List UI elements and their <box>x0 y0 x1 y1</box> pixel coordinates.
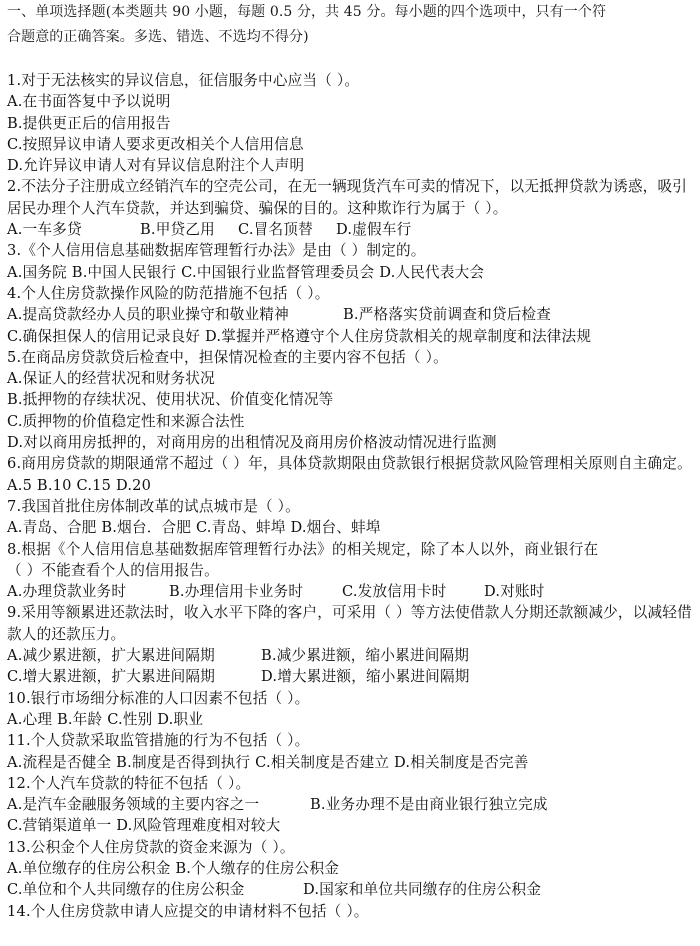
q12-options-ab <box>7 794 697 815</box>
q2-option-c: C.冒名顶替 <box>238 221 313 239</box>
q5-stem: 5.在商品房贷款贷后检查中，担保情况检查的主要内容不包括（ ）。 <box>7 348 448 366</box>
q10-options: A.心理 B.年龄 C.性别 D.职业 <box>7 710 204 728</box>
q8-stem-line-1: 8.根据《个人信用信息基础数据库管理暂行办法》的相关规定，除了本人以外，商业银行在 <box>7 540 599 558</box>
q5-option-b: B.抵押物的存续状况、使用状况、价值变化情况等 <box>7 391 334 409</box>
q13-options-ab: A.单位缴存的住房公积金 B.个人缴存的住房公积金 <box>7 859 340 877</box>
q5-option-d: D.对以商用房抵押的，对商用房的出租情况及商用房价格波动情况进行监测 <box>7 434 497 452</box>
q3-options: A.国务院 B.中国人民银行 C.中国银行业监督管理委员会 D.人民代表大会 <box>7 263 485 281</box>
q11-stem: 11.个人贷款采取监管措施的行为不包括（ ）。 <box>7 732 310 750</box>
q2-option-a: A.一车多贷 <box>7 221 82 239</box>
q12-options-cd: C.营销渠道单一 D.风险管理难度相对较大 <box>7 817 281 835</box>
q6-options: A.5 B.10 C.15 D.20 <box>7 476 152 494</box>
q14-stem: 14.个人住房贷款申请人应提交的申请材料不包括（ ）。 <box>7 902 369 920</box>
q8-option-b: B.办理信用卡业务时 <box>169 583 304 601</box>
q5-option-c: C.质押物的价值稳定性和来源合法性 <box>7 412 245 430</box>
q13-stem: 13.公积金个人住房贷款的资金来源为（ ）。 <box>7 838 295 856</box>
q2-stem: 2.不法分子注册成立经销汽车的空壳公司，在无一辆现货汽车可卖的情况下，以无抵押贷款为诱惑，吸引居民办理个人汽车贷款，并达到骗贷、骗保的目的。这种欺诈行为属于（ ）。 <box>7 178 688 217</box>
q9-option-d: D.增大累进额，缩小累进间隔期 <box>261 668 470 686</box>
q8-stem-line-2: （ ）不能查看个人的信用报告。 <box>7 561 219 579</box>
q8-option-d: D.对账时 <box>484 583 545 601</box>
q4-option-b: B.严格落实贷前调查和贷后检查 <box>343 306 552 324</box>
q8-option-a: A.办理贷款业务时 <box>7 583 127 601</box>
q7-options: A.青岛、合肥 B.烟台．合肥 C.青岛、蚌埠 D.烟台、蚌埠 <box>7 519 381 537</box>
q10-stem: 10.银行市场细分标准的人口因素不包括（ ）。 <box>7 689 310 707</box>
q1-option-a: A.在书面答复中予以说明 <box>7 93 171 111</box>
q2-option-d: D.虚假车行 <box>336 221 412 239</box>
q4-option-a: A.提高贷款经办人员的职业操守和敬业精神 <box>7 306 289 324</box>
q9-option-b: B.减少累进额，缩小累进间隔期 <box>261 647 470 665</box>
q1-stem: 1.对于无法核实的异议信息，征信服务中心应当（ ）。 <box>7 72 360 89</box>
q11-options: A.流程是否健全 B.制度是否得到执行 C.相关制度是否建立 D.相关制度是否完善 <box>7 753 529 771</box>
q13-option-d: D.国家和单位共同缴存的住房公积金 <box>303 881 542 899</box>
q9-options-cd <box>7 666 697 687</box>
q2-option-b: B.甲贷乙用 <box>140 221 215 239</box>
q12-option-b: B.业务办理不是由商业银行独立完成 <box>310 796 548 814</box>
q13-option-c: C.单位和个人共同缴存的住房公积金 <box>7 881 245 899</box>
q9-option-c: C.增大累进额，扩大累进间隔期 <box>7 668 216 686</box>
q12-stem: 12.个人汽车贷款的特征不包括（ ）。 <box>7 774 251 792</box>
q9-option-a: A.减少累进额，扩大累进间隔期 <box>7 647 215 665</box>
q13-options-cd <box>7 879 697 900</box>
q6-stem: 6.商用房贷款的期限通常不超过（ ）年，具体贷款期限由贷款银行根据贷款风险管理相关原则自主确定。 <box>7 455 692 473</box>
q1-option-c: C.按照异议申请人要求更改相关个人信用信息 <box>7 135 304 153</box>
q4-options-cd: C.确保担保人的信用记录良好 D.掌握并严格遵守个人住房贷款相关的规章制度和法律法规 <box>7 327 592 345</box>
q8-options <box>7 581 697 602</box>
q8-option-c: C.发放信用卡时 <box>342 583 447 601</box>
instructions-line-1: 一、单项选择题(本类题共 90 小题，每题 0.5 分，共 45 分。每小题的四个选项中，只有一个符 <box>7 4 607 20</box>
q1-option-b: B.提供更正后的信用报告 <box>7 114 171 132</box>
q9-stem: 9.采用等额累进还款法时，收入水平下降的客户，可采用（ ）等方法使借款人分期还款额减少，以减轻借款人的还款压力。 <box>7 604 692 643</box>
q3-stem: 3.《个人信用信息基础数据库管理暂行办法》是由（ ）制定的。 <box>7 242 426 260</box>
q7-stem: 7.我国首批住房体制改革的试点城市是（ ）。 <box>7 497 300 515</box>
q1-option-d: D.允许异议申请人对有异议信息附注个人声明 <box>7 157 305 175</box>
q4-options-ab <box>7 304 697 325</box>
q5-option-a: A.保证人的经营状况和财务状况 <box>7 370 215 388</box>
instructions-line-2: 合题意的正确答案。多选、错选、不选均不得分) <box>7 29 309 45</box>
section-instructions <box>7 0 695 50</box>
question-list <box>7 70 697 922</box>
q12-option-a: A.是汽车金融服务领域的主要内容之一 <box>7 796 260 814</box>
q2-options <box>7 219 697 240</box>
q4-stem: 4.个人住房贷款操作风险的防范措施不包括（ ）。 <box>7 284 330 302</box>
q9-options-ab <box>7 645 697 666</box>
